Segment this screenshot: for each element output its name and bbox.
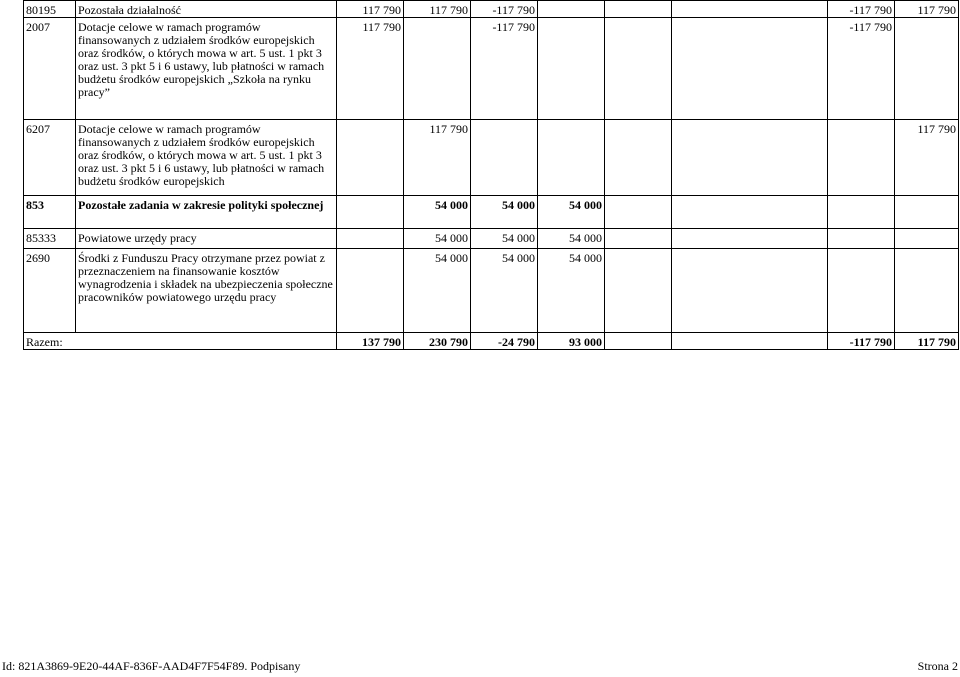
total-col8: 117 790: [895, 333, 959, 350]
cell-col6: [672, 18, 828, 120]
cell-col2: 54 000: [404, 249, 471, 333]
cell-col6: [672, 120, 828, 196]
cell-col5: [605, 1, 672, 18]
cell-col5: [605, 18, 672, 120]
cell-col7: [828, 120, 895, 196]
row-code: 80195: [24, 1, 76, 18]
row-code: 2690: [24, 249, 76, 333]
cell-col3: -117 790: [471, 18, 538, 120]
cell-col4: [538, 1, 605, 18]
cell-col5: [605, 229, 672, 249]
page-number: Strona 2: [917, 659, 958, 673]
cell-col1: 117 790: [337, 18, 404, 120]
table-row-80195: [24, 1, 959, 18]
row-code: 85333: [24, 229, 76, 249]
row-description: Powiatowe urzędy pracy: [76, 229, 337, 249]
row-description: Pozostałe zadania w zakresie polityki społecznej: [76, 196, 337, 229]
cell-col1: [337, 196, 404, 229]
cell-col4: [538, 120, 605, 196]
document-id: Id: 821A3869-9E20-44AF-836F-AAD4F7F54F89. Podpisany: [2, 659, 301, 673]
cell-col2: 117 790: [404, 1, 471, 18]
total-col2: 230 790: [404, 333, 471, 350]
cell-col3: -117 790: [471, 1, 538, 18]
total-col3: -24 790: [471, 333, 538, 350]
cell-col8: [895, 196, 959, 229]
total-col6: [672, 333, 828, 350]
table-row-2690: [24, 249, 959, 333]
cell-col7: [828, 249, 895, 333]
cell-col2: [404, 18, 471, 120]
cell-col2: 54 000: [404, 196, 471, 229]
budget-table: [23, 0, 959, 350]
cell-col7: -117 790: [828, 1, 895, 18]
cell-col3: 54 000: [471, 249, 538, 333]
row-description: Dotacje celowe w ramach programów finansowanych z udziałem środków europejskich oraz środków, o których mowa w art. 5 ust. 1 pkt 3 oraz ust. 3 pkt 5 i 6 ustawy, lub płatności w ramach budżetu środków europejskich: [76, 120, 337, 196]
cell-col2: 117 790: [404, 120, 471, 196]
cell-col3: [471, 120, 538, 196]
cell-col8: [895, 18, 959, 120]
cell-col2: 54 000: [404, 229, 471, 249]
row-description: Środki z Funduszu Pracy otrzymane przez powiat z przeznaczeniem na finansowanie kosztów wynagrodzenia i składek na ubezpieczenia społeczne pracowników powiatowego urzędu pracy: [76, 249, 337, 333]
cell-col3: 54 000: [471, 196, 538, 229]
total-col4: 93 000: [538, 333, 605, 350]
cell-col7: [828, 196, 895, 229]
cell-col3: 54 000: [471, 229, 538, 249]
row-description: Dotacje celowe w ramach programów finansowanych z udziałem środków europejskich oraz środków, o których mowa w art. 5 ust. 1 pkt 3 oraz ust. 3 pkt 5 i 6 ustawy, lub płatności w ramach budżetu środków europejskich „Szkoła na rynku pracy”: [76, 18, 337, 120]
cell-col4: 54 000: [538, 249, 605, 333]
table-row-2007: [24, 18, 959, 120]
cell-col8: 117 790: [895, 120, 959, 196]
cell-col1: [337, 229, 404, 249]
cell-col6: [672, 249, 828, 333]
total-label: Razem:: [24, 333, 337, 350]
cell-col8: 117 790: [895, 1, 959, 18]
cell-col1: [337, 120, 404, 196]
cell-col5: [605, 196, 672, 229]
cell-col7: [828, 229, 895, 249]
cell-col1: 117 790: [337, 1, 404, 18]
row-description: Pozostała działalność: [76, 1, 337, 18]
cell-col7: -117 790: [828, 18, 895, 120]
total-col5: [605, 333, 672, 350]
table-row-85333: [24, 229, 959, 249]
table-row-6207: [24, 120, 959, 196]
page-footer: [0, 659, 960, 675]
cell-col4: 54 000: [538, 196, 605, 229]
row-code: 2007: [24, 18, 76, 120]
cell-col5: [605, 120, 672, 196]
cell-col1: [337, 249, 404, 333]
cell-col8: [895, 249, 959, 333]
cell-col8: [895, 229, 959, 249]
cell-col5: [605, 249, 672, 333]
cell-col6: [672, 229, 828, 249]
row-code: 6207: [24, 120, 76, 196]
table-row-853: [24, 196, 959, 229]
cell-col4: [538, 18, 605, 120]
row-code: 853: [24, 196, 76, 229]
total-col7: -117 790: [828, 333, 895, 350]
table-row-total: [24, 333, 959, 350]
cell-col6: [672, 1, 828, 18]
cell-col4: 54 000: [538, 229, 605, 249]
total-col1: 137 790: [337, 333, 404, 350]
cell-col6: [672, 196, 828, 229]
